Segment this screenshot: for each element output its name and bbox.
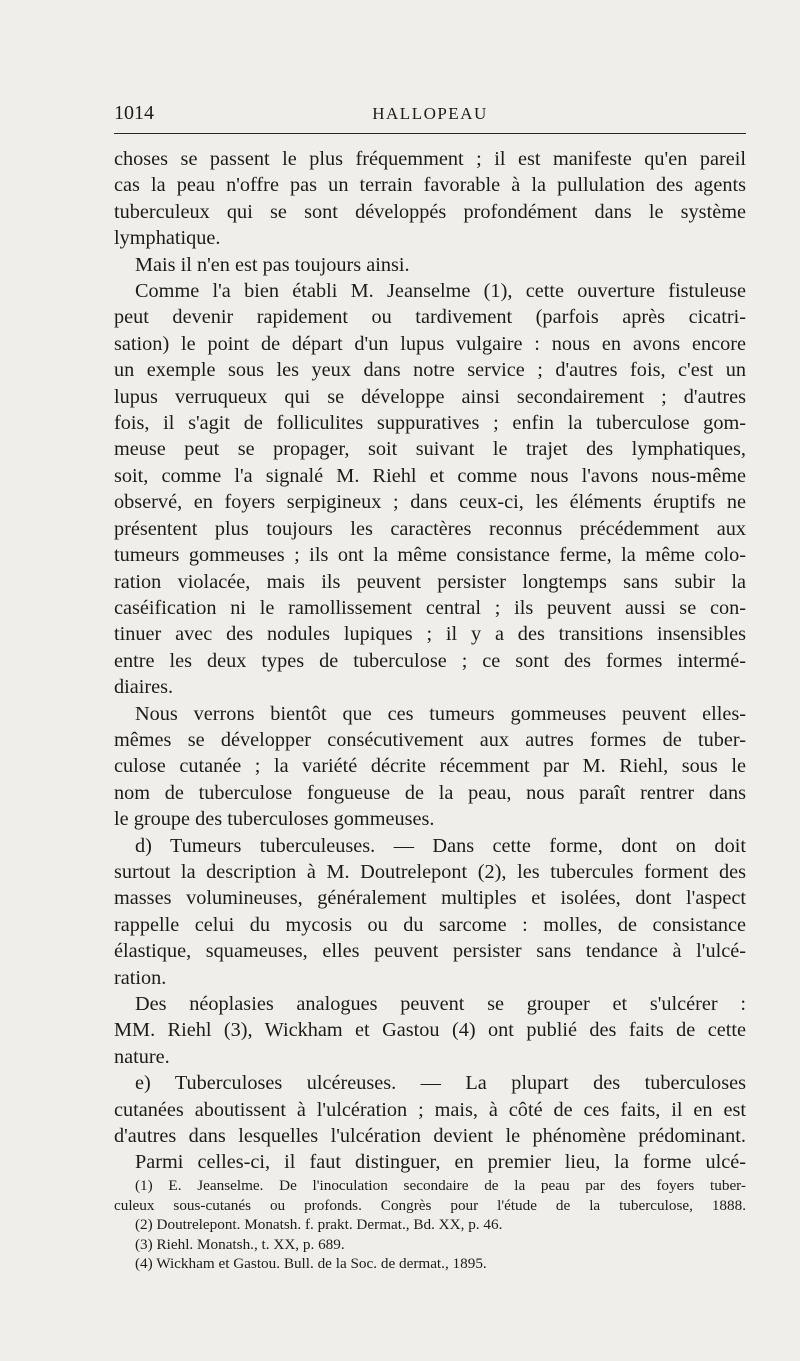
body-line: Comme l'a bien établi M. Jeanselme (1), cette ouverture fistuleuse [135, 280, 746, 303]
body-line: le groupe des tuberculoses gommeuses. [114, 808, 435, 831]
page-header [114, 102, 746, 124]
body-line: choses se passent le plus fréquemment ; il est manifeste qu'en pareil [114, 148, 746, 170]
body-line: Parmi celles-ci, il faut distinguer, en premier lieu, la forme ulcé- [135, 1151, 746, 1174]
body-line: lymphatique. [114, 227, 221, 250]
body-line: Nous verrons bientôt que ces tumeurs gommeuses peuvent elles- [135, 702, 746, 725]
footnotes [114, 1176, 746, 1274]
body-line: masses volumineuses, généralement multiples et isolées, dont l'aspect [114, 887, 746, 910]
body-line: d'autres dans lesquelles l'ulcération devient le phénomène prédominant. [114, 1125, 746, 1148]
body-line: tumeurs gommeuses ; ils ont la même consistance ferme, la même colo- [114, 544, 746, 567]
body-line: tuberculeux qui se sont développés profondément dans le système [114, 200, 746, 223]
body-line: meuse peut se propager, soit suivant le trajet des lymphatiques, [114, 438, 746, 461]
body-line: mêmes se développer consécutivement aux autres formes de tuber- [114, 728, 746, 751]
footnote-line: (3) Riehl. Monatsh., t. XX, p. 689. [135, 1235, 345, 1253]
body-line: tinuer avec des nodules lupiques ; il y a des transitions insensibles [114, 623, 746, 646]
body-line: nom de tuberculose fongueuse de la peau, nous paraît rentrer dans [114, 781, 746, 804]
body-line: observé, en foyers serpigineux ; dans ceux-ci, les éléments éruptifs ne [114, 491, 746, 514]
body-line: MM. Riehl (3), Wickham et Gastou (4) ont publié des faits de cette [114, 1019, 746, 1042]
body-text [114, 146, 746, 1176]
body-line: d) Tumeurs tuberculeuses. — Dans cette forme, dont on doit [135, 834, 746, 857]
body-line: surtout la description à M. Doutrelepont (2), les tubercules forment des [114, 860, 746, 883]
body-line: lupus verruqueux qui se développe ainsi secondairement ; d'autres [114, 385, 746, 408]
body-line: élastique, squameuses, elles peuvent persister sans tendance à l'ulcé- [114, 940, 746, 963]
body-line: cutanées aboutissent à l'ulcération ; mais, à côté de ces faits, il en est [114, 1098, 746, 1121]
footnote-line: (4) Wickham et Gastou. Bull. de la Soc. de dermat., 1895. [135, 1255, 487, 1273]
body-line: culose cutanée ; la variété décrite récemment par M. Riehl, sous le [114, 755, 746, 778]
body-line: entre les deux types de tuberculose ; ce sont des formes intermé- [114, 649, 746, 672]
body-line: ration. [114, 966, 167, 989]
body-line: présentent plus toujours les caractères reconnus précédemment aux [114, 517, 746, 540]
footnote-line: culeux sous-cutanés ou profonds. Congrès pour l'étude de la tuberculose, 1888. [114, 1196, 746, 1214]
body-line: Des néoplasies analogues peuvent se grouper et s'ulcérer : [135, 993, 746, 1015]
body-line: fois, il s'agit de folliculites suppuratives ; enfin la tuberculose gom- [114, 412, 746, 435]
body-line: soit, comme l'a signalé M. Riehl et comme nous l'avons nous-même [114, 464, 746, 487]
body-line: un exemple sous les yeux dans notre service ; d'autres fois, c'est un [114, 359, 746, 382]
body-line: Mais il n'en est pas toujours ainsi. [135, 253, 410, 276]
running-title: HALLOPEAU [372, 104, 488, 123]
body-line: sation) le point de départ d'un lupus vulgaire : nous en avons encore [114, 332, 746, 355]
header-rule [114, 133, 746, 134]
footnote-line: (2) Doutrelepont. Monatsh. f. prakt. Dermat., Bd. XX, p. 46. [135, 1216, 503, 1234]
body-line: e) Tuberculoses ulcéreuses. — La plupart des tuberculoses [135, 1072, 746, 1095]
page-number: 1014 [114, 102, 154, 124]
footnote-line: (1) E. Jeanselme. De l'inoculation secondaire de la peau par des foyers tuber- [135, 1177, 746, 1194]
body-line: caséification ni le ramollissement central ; ils peuvent aussi se con- [114, 596, 746, 619]
body-line: diaires. [114, 676, 174, 699]
body-line: nature. [114, 1045, 170, 1068]
body-line: cas la peau n'offre pas un terrain favorable à la pullulation des agents [114, 174, 746, 197]
body-line: rappelle celui du mycosis ou du sarcome : molles, de consistance [114, 913, 746, 936]
body-line: peut devenir rapidement ou tardivement (parfois après cicatri- [114, 306, 746, 329]
body-line: ration violacée, mais ils peuvent persister longtemps sans subir la [114, 570, 746, 593]
